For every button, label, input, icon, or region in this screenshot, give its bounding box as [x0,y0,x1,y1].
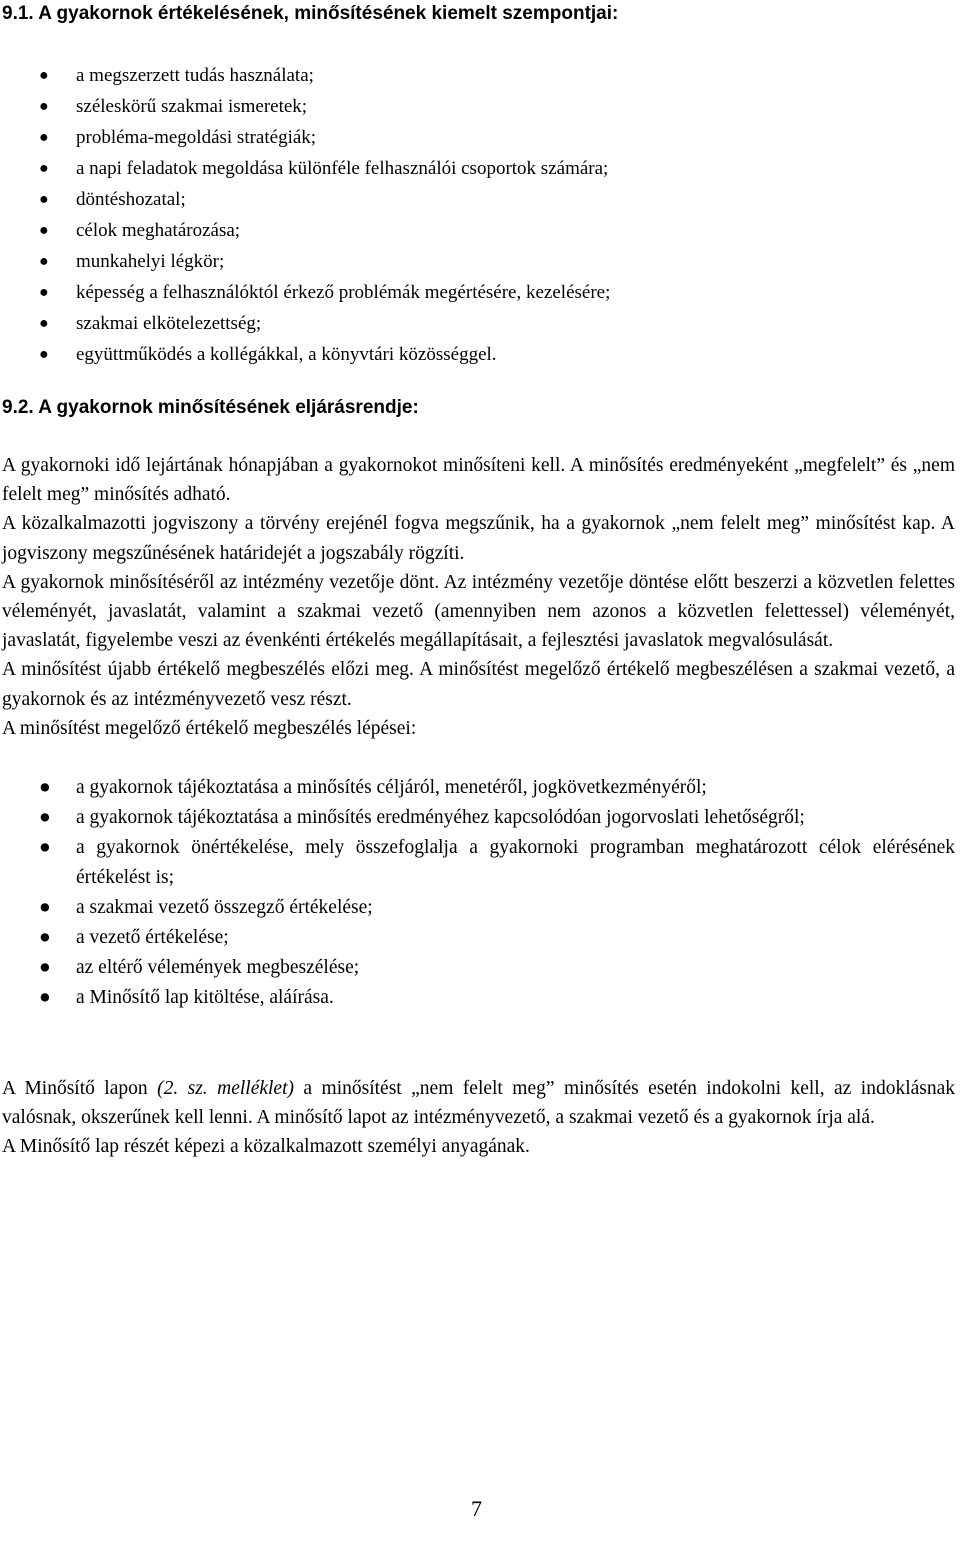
bullet-icon: ● [39,777,51,798]
annex-reference: (2. sz. melléklet) [157,1078,294,1099]
bullet-icon: ● [39,807,51,828]
steps-list [0,773,955,1013]
list-item: ● munkahelyi légkör; [0,246,610,277]
bullet-icon: ● [39,346,49,363]
paragraph: A minősítést újabb értékelő megbeszélés előzi meg. A minősítést megelőző értékelő megbeszélésen a szakmai vezető, a gyakornok és az intézményvezető vesz részt. [2,659,955,710]
bullet-icon: ● [39,98,49,115]
list-item: ● a Minősítő lap kitöltése, aláírása. [0,983,955,1013]
list-item: ● szakmai elkötelezettség; [0,308,610,339]
list-item: ● a gyakornok önértékelése, mely összefoglalja a gyakornoki programban meghatározott célok elérésének értékelést is; [0,833,955,893]
list-item: ● a napi feladatok megoldása különféle felhasználói csoportok számára; [0,153,610,184]
list-item: ● a vezető értékelése; [0,923,955,953]
bullet-icon: ● [39,987,51,1008]
paragraph: A gyakornok minősítéséről az intézmény vezetője dönt. Az intézmény vezetője döntése előtt beszerzi a közvetlen felettes véleményét, javaslatát, valamint a szakmai vezető (amennyiben nem azonos a közvetlen felettessel) véleményét, javaslatát, figyelembe veszi az évenkénti értékelés megállapításait, a fejlesztési javaslatok megvalósulását. [2,571,955,652]
section-heading-9-1: 9.1. A gyakornok értékelésének, minősítésének kiemelt szempontjai: [2,3,619,24]
list-item: ● célok meghatározása; [0,215,610,246]
list-item: ● döntéshozatal; [0,184,610,215]
paragraph: A minősítést megelőző értékelő megbeszélés lépései: [2,717,417,739]
list-item: ● a szakmai vezető összegző értékelése; [0,893,955,923]
bullet-icon: ● [39,253,49,270]
list-item: ● a gyakornok tájékoztatása a minősítés eredményéhez kapcsolódóan jogorvoslati lehetőségről; [0,803,955,833]
list-item: ● képesség a felhasználóktól érkező problémák megértésére, kezelésére; [0,277,610,308]
bullet-icon: ● [39,222,49,239]
paragraph: A közalkalmazotti jogviszony a törvény erejénél fogva megszűnik, ha a gyakornok „nem felelt meg” minősítést kap. A jogviszony megszűnésének határidejét a jogszabály rögzíti. [2,513,955,564]
bullet-icon: ● [39,129,49,146]
bullet-icon: ● [39,160,49,177]
section-heading-9-2: 9.2. A gyakornok minősítésének eljárásrendje: [2,397,419,418]
bullet-icon: ● [39,284,49,301]
bullet-icon: ● [39,315,49,332]
list-item: ● széleskörű szakmai ismeretek; [0,91,610,122]
paragraph: A gyakornoki idő lejártának hónapjában a gyakornokot minősíteni kell. A minősítés eredményeként „megfelelt” és „nem felelt meg” minősítés adható. [2,455,955,506]
bullet-icon: ● [39,67,49,84]
list-item: ● probléma-megoldási stratégiák; [0,122,610,153]
paragraph: A Minősítő lapon (2. sz. melléklet) a minősítést „nem felelt meg” minősítés esetén indokolni kell, az indoklásnak valósnak, okszerűnek kell lenni. A minősítő lapot az intézményvezető, a szakmai vezető és a gyakornok írja alá. [2,1078,956,1129]
paragraph: A Minősítő lap részét képezi a közalkalmazott személyi anyagának. [2,1136,530,1158]
procedure-text [2,451,955,743]
list-item: ● az eltérő vélemények megbeszélése; [0,953,955,983]
list-item: ● a megszerzett tudás használata; [0,60,610,91]
list-item: ● együttműködés a kollégákkal, a könyvtári közösséggel. [0,339,610,370]
bullet-icon: ● [39,957,51,978]
bullet-icon: ● [39,837,51,858]
page-number: 7 [471,1496,482,1521]
list-item: ● a gyakornok tájékoztatása a minősítés céljáról, menetéről, jogkövetkezményéről; [0,773,955,803]
bullet-icon: ● [39,927,51,948]
criteria-list [0,60,610,370]
closing-text [2,1074,955,1162]
bullet-icon: ● [39,897,51,918]
bullet-icon: ● [39,191,49,208]
